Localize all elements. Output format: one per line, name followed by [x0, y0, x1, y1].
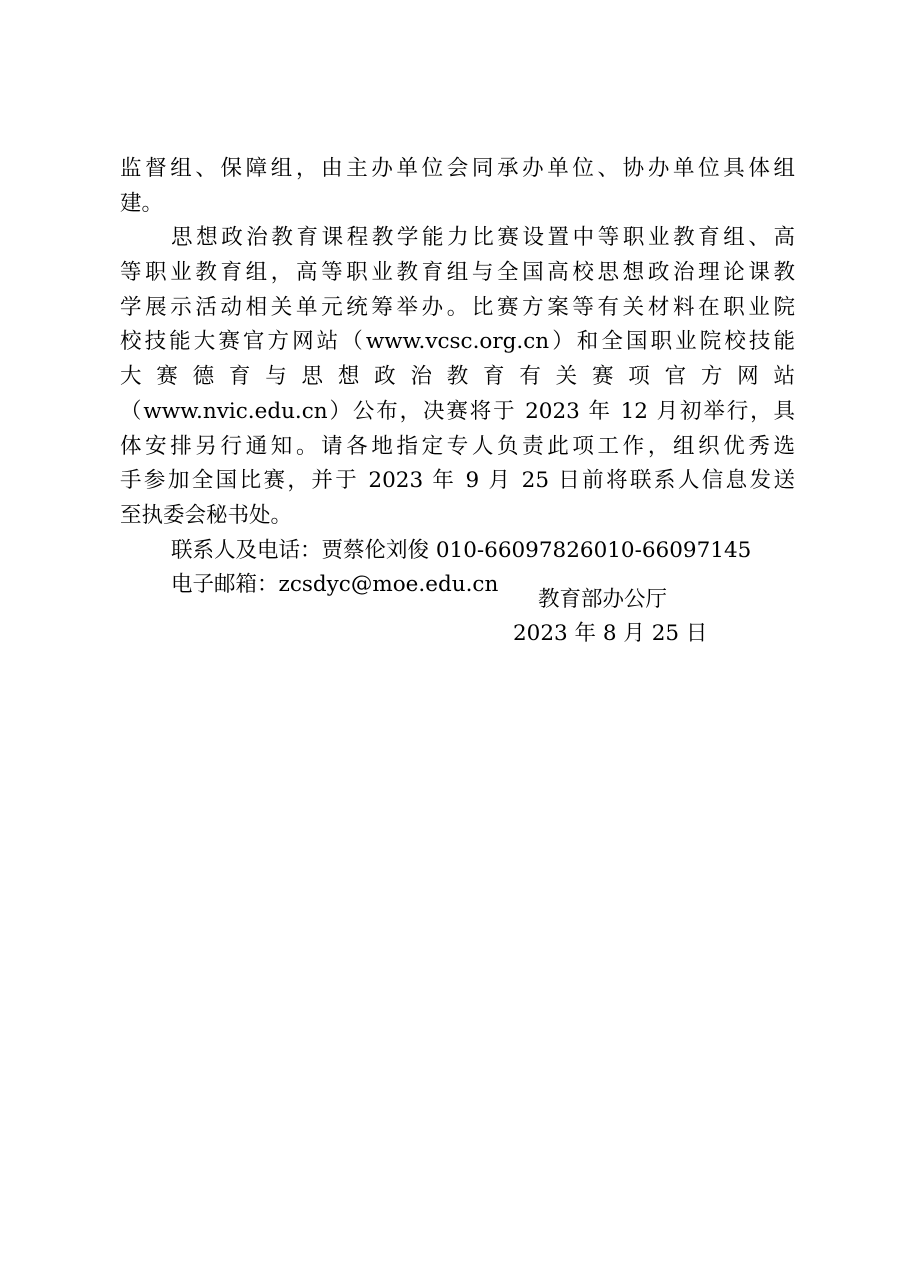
paragraph-1-line-1: 监督组、保障组，由主办单位会同承办单位、协办单位具体组: [120, 156, 795, 181]
paragraph-2-line-2: 等职业教育组，高等职业教育组与全国高校思想政治理论课教: [120, 260, 795, 286]
contact-email: 电子邮箱：zcsdyc@moe.edu.cn: [171, 572, 499, 598]
paragraph-2-line-9: 至执委会秘书处。: [120, 502, 293, 528]
paragraph-2-line-1: 思想政治教育课程教学能力比赛设置中等职业教育组、高: [171, 225, 795, 251]
paragraph-2-line-7: 体安排另行通知。请各地指定专人负责此项工作，组织优秀选: [120, 433, 795, 459]
paragraph-2-line-3: 学展示活动相关单元统筹举办。比赛方案等有关材料在职业院: [120, 294, 795, 320]
signature-organization: 教育部办公厅: [538, 587, 668, 612]
signature-date: 2023 年 8 月 25 日: [513, 621, 708, 646]
paragraph-2-line-8: 手参加全国比赛，并于 2023 年 9 月 25 日前将联系人信息发送: [120, 468, 795, 494]
paragraph-2-line-6: （www.nvic.edu.cn）公布，决赛将于 2023 年 12 月初举行，具: [120, 398, 795, 424]
contact-phone: 联系人及电话：贾蔡伦刘俊 010-66097826010-66097145: [171, 537, 752, 563]
paragraph-2-line-5: 大 赛 德 育 与 思 想 政 治 教 育 有 关 赛 项 官 方 网 站: [120, 364, 795, 390]
paragraph-2-line-4: 校技能大赛官方网站（www.vcsc.org.cn）和全国职业院校技能: [120, 329, 795, 355]
document-body: [120, 152, 795, 603]
paragraph-1-line-2: 建。: [120, 190, 164, 216]
